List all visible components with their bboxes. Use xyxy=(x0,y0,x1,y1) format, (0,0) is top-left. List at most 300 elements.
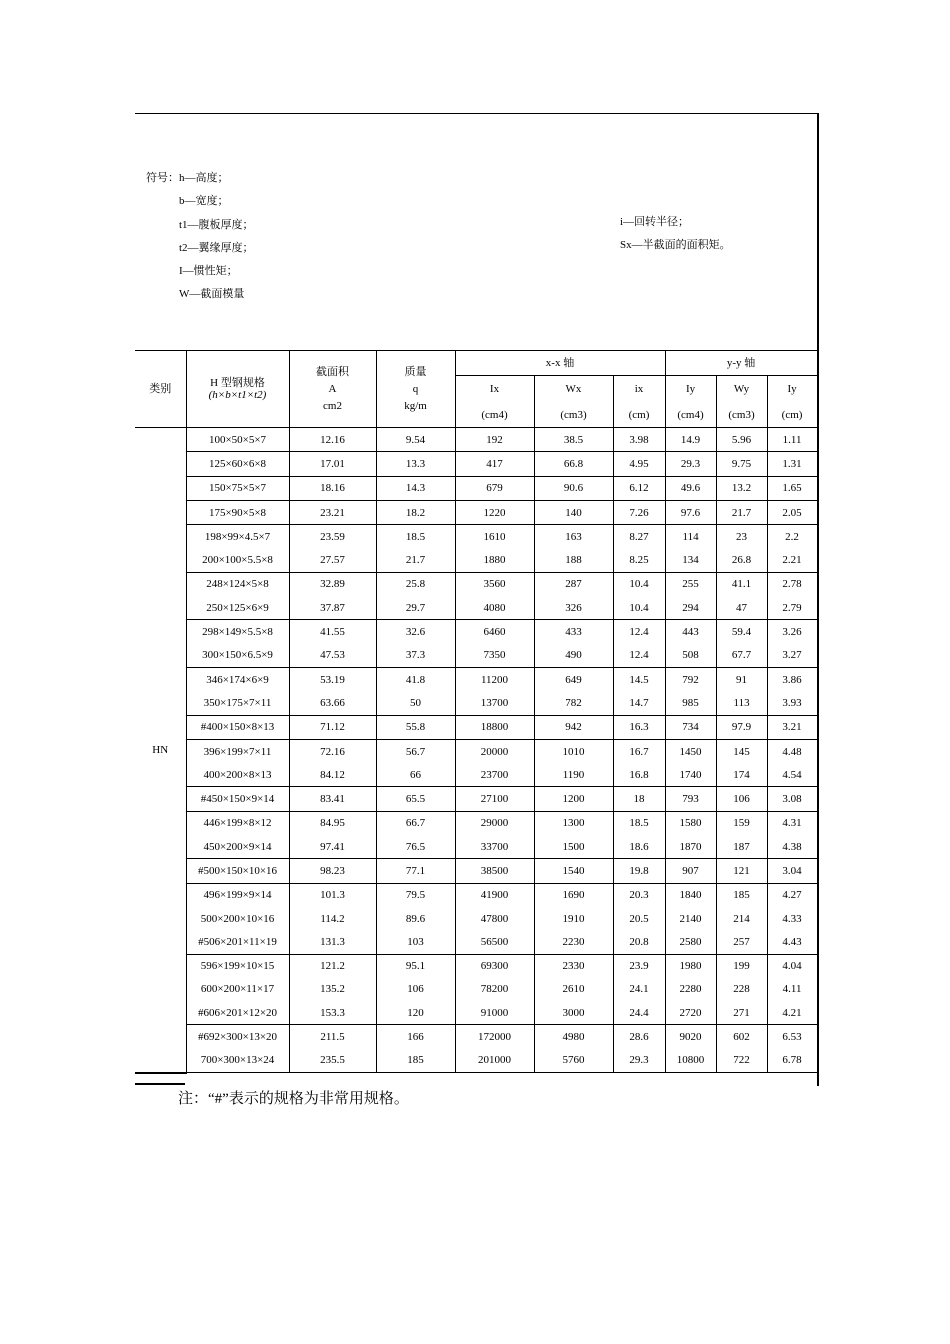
cell-wx: 2230 xyxy=(534,930,613,954)
cell-wx: 326 xyxy=(534,596,613,620)
cell-iy: 907 xyxy=(665,859,716,883)
cell-iy: 4.43 xyxy=(767,930,817,954)
header-ix xyxy=(613,376,665,428)
cell-wy: 159 xyxy=(716,811,767,835)
cell-iy: 792 xyxy=(665,667,716,691)
cell-wx: 1300 xyxy=(534,811,613,835)
cell-ix: 3560 xyxy=(455,572,534,596)
cell-wx: 188 xyxy=(534,548,613,572)
cell-a: 71.12 xyxy=(289,715,376,739)
cell-iy: 2140 xyxy=(665,907,716,930)
cell-wy: 145 xyxy=(716,739,767,763)
cell-wy: 9.75 xyxy=(716,452,767,476)
cell-wx: 1500 xyxy=(534,835,613,859)
cell-a: 84.12 xyxy=(289,763,376,787)
cell-q: 18.5 xyxy=(376,525,455,549)
cell-iy: 294 xyxy=(665,596,716,620)
header-ix-symbol: ix xyxy=(634,382,644,395)
cell-wx: 1190 xyxy=(534,763,613,787)
cell-wx: 1690 xyxy=(534,883,613,907)
cell-a: 114.2 xyxy=(289,907,376,930)
cell-a: 135.2 xyxy=(289,978,376,1001)
cell-iy: 2.78 xyxy=(767,572,817,596)
cell-q: 89.6 xyxy=(376,907,455,930)
cell-ix: 41900 xyxy=(455,883,534,907)
cell-ix: 16.7 xyxy=(613,739,665,763)
table-row xyxy=(135,835,817,859)
header-mass-line1: 质量 xyxy=(404,366,427,378)
cell-q: 14.3 xyxy=(376,476,455,500)
header-Iy-unit: (cm4) xyxy=(677,408,704,421)
cell-ix: 1610 xyxy=(455,525,534,549)
cell-a: 53.19 xyxy=(289,667,376,691)
cell-a: 32.89 xyxy=(289,572,376,596)
table-row xyxy=(135,500,817,524)
cell-spec: 198×99×4.5×7 xyxy=(186,525,289,549)
cell-iy: 4.04 xyxy=(767,954,817,978)
cell-ix: 1220 xyxy=(455,500,534,524)
cell-spec: #400×150×8×13 xyxy=(186,715,289,739)
cell-iy: 134 xyxy=(665,548,716,572)
header-spec-line1: H 型钢规格 xyxy=(210,377,265,389)
cell-wy: 199 xyxy=(716,954,767,978)
table-row xyxy=(135,525,817,549)
cell-ix: 11200 xyxy=(455,667,534,691)
cell-ix: 10.4 xyxy=(613,596,665,620)
cell-spec: 248×124×5×8 xyxy=(186,572,289,596)
cell-q: 65.5 xyxy=(376,787,455,811)
cell-wy: 602 xyxy=(716,1025,767,1049)
header-Wx xyxy=(534,376,613,428)
header-mass-line3: kg/m xyxy=(404,400,427,412)
cell-ix: 3.98 xyxy=(613,428,665,452)
cell-iy: 10800 xyxy=(665,1049,716,1073)
cell-wy: 21.7 xyxy=(716,500,767,524)
header-spec-line2: (h×b×t1×t2) xyxy=(208,389,267,401)
cell-wx: 287 xyxy=(534,572,613,596)
cell-a: 41.55 xyxy=(289,620,376,644)
cell-wx: 2610 xyxy=(534,978,613,1001)
header-spec xyxy=(186,351,289,428)
cell-iy: 4.31 xyxy=(767,811,817,835)
bottom-rule xyxy=(135,1083,185,1085)
cell-q: 66.7 xyxy=(376,811,455,835)
cell-a: 72.16 xyxy=(289,739,376,763)
table-row xyxy=(135,476,817,500)
cell-q: 77.1 xyxy=(376,859,455,883)
cell-iy: 4.33 xyxy=(767,907,817,930)
cell-ix: 20.3 xyxy=(613,883,665,907)
header-area-line3: cm2 xyxy=(323,400,342,412)
table-row xyxy=(135,691,817,715)
legend-line: b—宽度； xyxy=(179,195,229,208)
cell-a: 23.59 xyxy=(289,525,376,549)
cell-ix: 18800 xyxy=(455,715,534,739)
cell-iy: 985 xyxy=(665,691,716,715)
table-row xyxy=(135,548,817,572)
header-Wy-symbol: Wy xyxy=(733,382,750,395)
cell-iy: 1870 xyxy=(665,835,716,859)
table-row xyxy=(135,859,817,883)
table-row xyxy=(135,883,817,907)
cell-a: 17.01 xyxy=(289,452,376,476)
cell-q: 21.7 xyxy=(376,548,455,572)
cell-wx: 1010 xyxy=(534,739,613,763)
header-Wx-unit: (cm3) xyxy=(560,408,587,421)
cell-ix: 12.4 xyxy=(613,644,665,668)
cell-iy: 3.27 xyxy=(767,644,817,668)
cell-ix: 679 xyxy=(455,476,534,500)
cell-spec: 496×199×9×14 xyxy=(186,883,289,907)
header-area-line1: 截面积 xyxy=(316,366,349,378)
cell-ix: 172000 xyxy=(455,1025,534,1049)
cell-spec: #450×150×9×14 xyxy=(186,787,289,811)
header-Wy-unit: (cm3) xyxy=(728,408,755,421)
cell-spec: 350×175×7×11 xyxy=(186,691,289,715)
cell-ix: 20.8 xyxy=(613,930,665,954)
cell-wy: 106 xyxy=(716,787,767,811)
cell-wx: 942 xyxy=(534,715,613,739)
header-iy-symbol: Iy xyxy=(787,382,797,395)
cell-iy: 793 xyxy=(665,787,716,811)
cell-ix: 19.8 xyxy=(613,859,665,883)
cell-q: 103 xyxy=(376,930,455,954)
legend-line: 符号：h—高度； xyxy=(146,172,229,184)
cell-a: 63.66 xyxy=(289,691,376,715)
cell-wx: 5760 xyxy=(534,1049,613,1073)
cell-q: 79.5 xyxy=(376,883,455,907)
table-row xyxy=(135,930,817,954)
cell-wx: 1200 xyxy=(534,787,613,811)
cell-iy: 4.27 xyxy=(767,883,817,907)
cell-q: 9.54 xyxy=(376,428,455,452)
cell-a: 84.95 xyxy=(289,811,376,835)
cell-ix: 4080 xyxy=(455,596,534,620)
cell-ix: 4.95 xyxy=(613,452,665,476)
header-yy-axis: y-y 轴 xyxy=(665,351,817,376)
legend-line: i—回转半径； xyxy=(620,216,690,228)
cell-wy: 228 xyxy=(716,978,767,1001)
cell-a: 211.5 xyxy=(289,1025,376,1049)
cell-iy: 443 xyxy=(665,620,716,644)
cell-a: 27.57 xyxy=(289,548,376,572)
cell-wx: 490 xyxy=(534,644,613,668)
cell-q: 29.7 xyxy=(376,596,455,620)
cell-iy: 4.11 xyxy=(767,978,817,1001)
cell-spec: 100×50×5×7 xyxy=(186,428,289,452)
cell-iy: 114 xyxy=(665,525,716,549)
cell-iy: 1.65 xyxy=(767,476,817,500)
cell-iy: 4.21 xyxy=(767,1001,817,1025)
cell-spec: 450×200×9×14 xyxy=(186,835,289,859)
cell-a: 37.87 xyxy=(289,596,376,620)
header-area xyxy=(289,351,376,428)
header-mass-line2: q xyxy=(412,383,419,395)
cell-wx: 90.6 xyxy=(534,476,613,500)
cell-spec: 500×200×10×16 xyxy=(186,907,289,930)
header-mass xyxy=(376,351,455,428)
legend-line: W—截面模量 xyxy=(179,288,245,301)
cell-wy: 187 xyxy=(716,835,767,859)
table-row xyxy=(135,428,817,452)
cell-iy: 2.05 xyxy=(767,500,817,524)
cell-spec: 346×174×6×9 xyxy=(186,667,289,691)
cell-wx: 1910 xyxy=(534,907,613,930)
cell-a: 235.5 xyxy=(289,1049,376,1073)
header-Iy-symbol: Iy xyxy=(685,382,696,395)
cell-iy: 4.54 xyxy=(767,763,817,787)
cell-wy: 13.2 xyxy=(716,476,767,500)
cell-ix: 14.7 xyxy=(613,691,665,715)
cell-q: 106 xyxy=(376,978,455,1001)
cell-q: 76.5 xyxy=(376,835,455,859)
table-row xyxy=(135,572,817,596)
cell-iy: 2280 xyxy=(665,978,716,1001)
cell-ix: 13700 xyxy=(455,691,534,715)
cell-iy: 6.53 xyxy=(767,1025,817,1049)
cell-ix: 29000 xyxy=(455,811,534,835)
cell-wy: 26.8 xyxy=(716,548,767,572)
cell-wx: 140 xyxy=(534,500,613,524)
header-Iy xyxy=(665,376,716,428)
cell-iy: 9020 xyxy=(665,1025,716,1049)
table-row xyxy=(135,1001,817,1025)
cell-ix: 28.6 xyxy=(613,1025,665,1049)
cell-wy: 185 xyxy=(716,883,767,907)
cell-ix: 29.3 xyxy=(613,1049,665,1073)
cell-a: 18.16 xyxy=(289,476,376,500)
cell-ix: 33700 xyxy=(455,835,534,859)
header-iy xyxy=(767,376,817,428)
cell-wy: 174 xyxy=(716,763,767,787)
cell-iy: 734 xyxy=(665,715,716,739)
cell-ix: 8.25 xyxy=(613,548,665,572)
cell-q: 41.8 xyxy=(376,667,455,691)
cell-ix: 69300 xyxy=(455,954,534,978)
table-body xyxy=(135,428,817,1073)
cell-ix: 16.3 xyxy=(613,715,665,739)
table-row xyxy=(135,787,817,811)
header-area-line2: A xyxy=(328,383,337,395)
cell-iy: 2.2 xyxy=(767,525,817,549)
cell-wy: 59.4 xyxy=(716,620,767,644)
cell-spec: 250×125×6×9 xyxy=(186,596,289,620)
cell-wy: 47 xyxy=(716,596,767,620)
cell-spec: 175×90×5×8 xyxy=(186,500,289,524)
cell-q: 32.6 xyxy=(376,620,455,644)
cell-wx: 163 xyxy=(534,525,613,549)
cell-ix: 23.9 xyxy=(613,954,665,978)
cell-iy: 3.04 xyxy=(767,859,817,883)
cell-iy: 2.79 xyxy=(767,596,817,620)
cell-wy: 97.9 xyxy=(716,715,767,739)
cell-ix: 56500 xyxy=(455,930,534,954)
cell-ix: 20000 xyxy=(455,739,534,763)
cell-ix: 24.1 xyxy=(613,978,665,1001)
cell-iy: 255 xyxy=(665,572,716,596)
table-row xyxy=(135,978,817,1001)
cell-q: 56.7 xyxy=(376,739,455,763)
cell-spec: #506×201×11×19 xyxy=(186,930,289,954)
cell-ix: 18.6 xyxy=(613,835,665,859)
cell-iy: 3.26 xyxy=(767,620,817,644)
cell-wy: 271 xyxy=(716,1001,767,1025)
cell-ix: 417 xyxy=(455,452,534,476)
cell-iy: 3.08 xyxy=(767,787,817,811)
cell-wx: 66.8 xyxy=(534,452,613,476)
legend-line: I—惯性矩； xyxy=(179,265,238,278)
cell-wy: 5.96 xyxy=(716,428,767,452)
table-row xyxy=(135,907,817,930)
header-Ix-unit: (cm4) xyxy=(481,408,508,421)
cell-a: 47.53 xyxy=(289,644,376,668)
cell-wy: 113 xyxy=(716,691,767,715)
table-row xyxy=(135,1025,817,1049)
cell-a: 97.41 xyxy=(289,835,376,859)
cell-spec: 150×75×5×7 xyxy=(186,476,289,500)
cell-iy: 1.31 xyxy=(767,452,817,476)
cell-a: 121.2 xyxy=(289,954,376,978)
cell-wx: 433 xyxy=(534,620,613,644)
cell-ix: 18.5 xyxy=(613,811,665,835)
cell-wx: 38.5 xyxy=(534,428,613,452)
header-Ix-symbol: Ix xyxy=(489,382,500,395)
cell-ix: 78200 xyxy=(455,978,534,1001)
cell-wy: 23 xyxy=(716,525,767,549)
cell-wx: 782 xyxy=(534,691,613,715)
table-row xyxy=(135,739,817,763)
cell-a: 101.3 xyxy=(289,883,376,907)
cell-wx: 3000 xyxy=(534,1001,613,1025)
cell-ix: 38500 xyxy=(455,859,534,883)
cell-iy: 1450 xyxy=(665,739,716,763)
cell-iy: 3.86 xyxy=(767,667,817,691)
cell-iy: 49.6 xyxy=(665,476,716,500)
cell-a: 12.16 xyxy=(289,428,376,452)
cell-iy: 508 xyxy=(665,644,716,668)
table-row xyxy=(135,811,817,835)
cell-ix: 91000 xyxy=(455,1001,534,1025)
cell-spec: 446×199×8×12 xyxy=(186,811,289,835)
cell-iy: 4.48 xyxy=(767,739,817,763)
cell-wx: 2330 xyxy=(534,954,613,978)
cell-ix: 14.5 xyxy=(613,667,665,691)
table-row xyxy=(135,763,817,787)
cell-a: 83.41 xyxy=(289,787,376,811)
header-Wy xyxy=(716,376,767,428)
cell-iy: 97.6 xyxy=(665,500,716,524)
cell-q: 55.8 xyxy=(376,715,455,739)
table-row xyxy=(135,715,817,739)
cell-ix: 20.5 xyxy=(613,907,665,930)
cell-spec: 298×149×5.5×8 xyxy=(186,620,289,644)
cell-q: 185 xyxy=(376,1049,455,1073)
cell-ix: 8.27 xyxy=(613,525,665,549)
header-ix-unit: (cm) xyxy=(628,408,650,421)
cell-ix: 6.12 xyxy=(613,476,665,500)
cell-q: 37.3 xyxy=(376,644,455,668)
cell-q: 18.2 xyxy=(376,500,455,524)
cell-spec: 125×60×6×8 xyxy=(186,452,289,476)
cell-q: 166 xyxy=(376,1025,455,1049)
cell-spec: 596×199×10×15 xyxy=(186,954,289,978)
cell-q: 66 xyxy=(376,763,455,787)
cell-wx: 649 xyxy=(534,667,613,691)
cell-ix: 16.8 xyxy=(613,763,665,787)
cell-spec: 200×100×5.5×8 xyxy=(186,548,289,572)
legend-line: Sx—半截面的面积矩。 xyxy=(620,239,731,252)
h-steel-section-table xyxy=(135,350,818,1074)
cell-iy: 2720 xyxy=(665,1001,716,1025)
header-category: 类别 xyxy=(135,351,186,428)
header-Ix xyxy=(455,376,534,428)
cell-wy: 67.7 xyxy=(716,644,767,668)
symbol-legend-left xyxy=(146,167,254,307)
cell-iy: 1.11 xyxy=(767,428,817,452)
table-row xyxy=(135,644,817,668)
cell-wy: 91 xyxy=(716,667,767,691)
cell-ix: 6460 xyxy=(455,620,534,644)
table-row xyxy=(135,667,817,691)
cell-ix: 192 xyxy=(455,428,534,452)
cell-iy: 2.21 xyxy=(767,548,817,572)
table-row xyxy=(135,620,817,644)
table-row xyxy=(135,954,817,978)
cell-spec: 400×200×8×13 xyxy=(186,763,289,787)
cell-iy: 6.78 xyxy=(767,1049,817,1073)
cell-spec: 700×300×13×24 xyxy=(186,1049,289,1073)
cell-a: 153.3 xyxy=(289,1001,376,1025)
cell-spec: 600×200×11×17 xyxy=(186,978,289,1001)
cell-iy: 29.3 xyxy=(665,452,716,476)
cell-spec: #606×201×12×20 xyxy=(186,1001,289,1025)
table-row xyxy=(135,452,817,476)
cell-iy: 3.93 xyxy=(767,691,817,715)
cell-iy: 14.9 xyxy=(665,428,716,452)
cell-a: 98.23 xyxy=(289,859,376,883)
cell-wy: 121 xyxy=(716,859,767,883)
cell-ix: 23700 xyxy=(455,763,534,787)
table-row xyxy=(135,1049,817,1073)
header-iy-unit: (cm) xyxy=(781,408,803,421)
cell-wy: 214 xyxy=(716,907,767,930)
cell-ix: 47800 xyxy=(455,907,534,930)
cell-wx: 1540 xyxy=(534,859,613,883)
cell-spec: #500×150×10×16 xyxy=(186,859,289,883)
cell-wy: 41.1 xyxy=(716,572,767,596)
cell-iy: 1580 xyxy=(665,811,716,835)
cell-ix: 7350 xyxy=(455,644,534,668)
cell-wx: 4980 xyxy=(534,1025,613,1049)
symbol-legend-right xyxy=(620,211,731,258)
cell-ix: 18 xyxy=(613,787,665,811)
category-cell: HN xyxy=(135,428,186,1073)
cell-ix: 27100 xyxy=(455,787,534,811)
cell-q: 120 xyxy=(376,1001,455,1025)
cell-wy: 257 xyxy=(716,930,767,954)
cell-a: 131.3 xyxy=(289,930,376,954)
cell-spec: 300×150×6.5×9 xyxy=(186,644,289,668)
cell-ix: 10.4 xyxy=(613,572,665,596)
cell-ix: 1880 xyxy=(455,548,534,572)
cell-iy: 4.38 xyxy=(767,835,817,859)
cell-a: 23.21 xyxy=(289,500,376,524)
cell-iy: 1980 xyxy=(665,954,716,978)
cell-iy: 3.21 xyxy=(767,715,817,739)
cell-iy: 2580 xyxy=(665,930,716,954)
cell-iy: 1840 xyxy=(665,883,716,907)
cell-ix: 24.4 xyxy=(613,1001,665,1025)
